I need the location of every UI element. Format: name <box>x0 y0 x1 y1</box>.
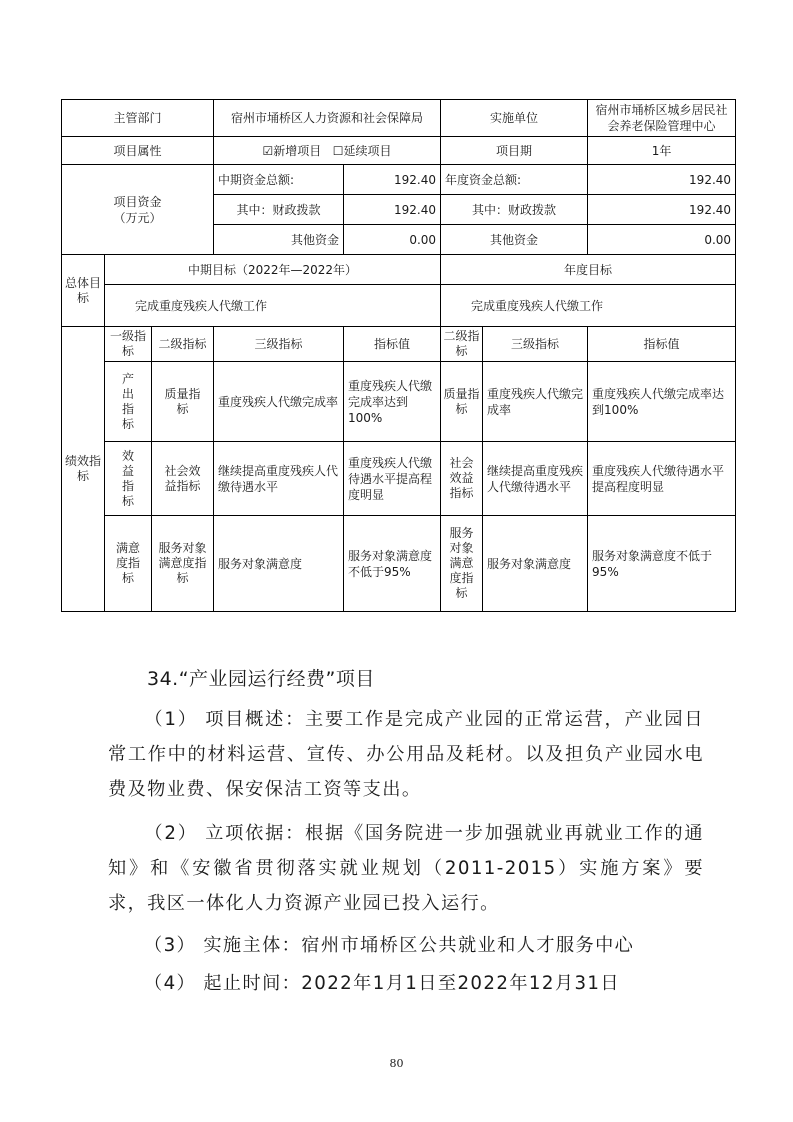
annual-total-label: 年度资金总额: <box>441 165 588 195</box>
impl-label: 实施单位 <box>441 100 588 137</box>
mid-other-label: 其他资金 <box>214 225 344 255</box>
paragraph-implementer-text: （3） 实施主体：宿州市埇桥区公共就业和人才服务中心 <box>144 935 635 956</box>
annual-fiscal-label: 其中：财政拨款 <box>441 195 588 225</box>
row2-annual-level3: 继续提高重度残疾人代缴待遇水平 <box>483 442 588 516</box>
annual-header-value: 指标值 <box>588 327 736 362</box>
row3-annual-value: 服务对象满意度不低于95% <box>588 516 736 612</box>
mid-total-label: 中期资金总额: <box>214 165 344 195</box>
period-value: 1年 <box>588 137 736 165</box>
perf-label: 绩效指标 <box>62 327 105 612</box>
mid-fiscal-label: 其中：财政拨款 <box>214 195 344 225</box>
performance-table <box>61 99 736 612</box>
annual-goal-header: 年度目标 <box>441 255 736 285</box>
row1-annual-level2: 质量指标 <box>441 362 483 442</box>
mid-total-value: 192.40 <box>344 165 441 195</box>
header-value: 指标值 <box>344 327 441 362</box>
row3-value: 服务对象满意度不低于95% <box>344 516 441 612</box>
funds-label: 项目资金（万元） <box>62 165 214 255</box>
mid-fiscal-value: 192.40 <box>344 195 441 225</box>
header-level1: 一级指标 <box>105 327 152 362</box>
row2-annual-value: 重度残疾人代缴待遇水平提高程度明显 <box>588 442 736 516</box>
row3-annual-level2: 服务对象满意度指标 <box>441 516 483 612</box>
dept-label: 主管部门 <box>62 100 214 137</box>
paragraph-overview-text: （1） 项目概述：主要工作是完成产业园的正常运营，产业园日常工作中的材料运营、宣传、办公用品及耗材。以及担负产业园水电费及物业费、保安保洁工资等支出。 <box>108 709 704 800</box>
annual-goal-text: 完成重度残疾人代缴工作 <box>441 285 736 327</box>
annual-total-value: 192.40 <box>588 165 736 195</box>
attr-label: 项目属性 <box>62 137 214 165</box>
row2-annual-level2: 社会效益指标 <box>441 442 483 516</box>
header-level2: 二级指标 <box>152 327 214 362</box>
paragraph-period <box>108 966 704 1001</box>
attr-new-checkbox: ☑新增项目 <box>262 143 322 158</box>
period-label: 项目期 <box>441 137 588 165</box>
impl-value: 宿州市埇桥区城乡居民社会养老保险管理中心 <box>588 100 736 137</box>
paragraph-overview <box>108 702 704 807</box>
row2-value: 重度残疾人代缴待遇水平提高程度明显 <box>344 442 441 516</box>
attr-cont-checkbox: ☐延续项目 <box>332 143 392 158</box>
dept-value: 宿州市埇桥区人力资源和社会保障局 <box>214 100 441 137</box>
annual-header-level3: 三级指标 <box>483 327 588 362</box>
annual-other-label: 其他资金 <box>441 225 588 255</box>
annual-header-level2: 二级指标 <box>441 327 483 362</box>
attr-options <box>214 137 441 165</box>
row3-level1: 满意度指标 <box>105 516 152 612</box>
paragraph-basis-text: （2） 立项依据：根据《国务院进一步加强就业再就业工作的通知》和《安徽省贯彻落实就业规划（2011-2015）实施方案》要求，我区一体化人力资源产业园已投入运行。 <box>108 823 704 914</box>
mid-other-value: 0.00 <box>344 225 441 255</box>
row1-annual-level3: 重度残疾人代缴完成率 <box>483 362 588 442</box>
mid-goal-header: 中期目标（2022年—2022年） <box>105 255 441 285</box>
row1-level1: 产出指标 <box>105 362 152 442</box>
header-level3: 三级指标 <box>214 327 344 362</box>
row2-level3: 继续提高重度残疾人代缴待遇水平 <box>214 442 344 516</box>
annual-fiscal-value: 192.40 <box>588 195 736 225</box>
row2-level1: 效益指标 <box>105 442 152 516</box>
row3-level3: 服务对象满意度 <box>214 516 344 612</box>
paragraph-implementer <box>108 928 704 963</box>
row3-level2: 服务对象满意度指标 <box>152 516 214 612</box>
row1-value: 重度残疾人代缴完成率达到100% <box>344 362 441 442</box>
annual-other-value: 0.00 <box>588 225 736 255</box>
row3-annual-level3: 服务对象满意度 <box>483 516 588 612</box>
goal-label: 总体目标 <box>62 255 105 327</box>
paragraph-period-text: （4） 起止时间：2022年1月1日至2022年12月31日 <box>144 973 620 994</box>
section-title: 34.“产业园运行经费”项目 <box>147 668 375 690</box>
row1-annual-value: 重度残疾人代缴完成率达到100% <box>588 362 736 442</box>
mid-goal-text: 完成重度残疾人代缴工作 <box>105 285 441 327</box>
row1-level3: 重度残疾人代缴完成率 <box>214 362 344 442</box>
row1-level2: 质量指标 <box>152 362 214 442</box>
row2-level2: 社会效益指标 <box>152 442 214 516</box>
paragraph-basis <box>108 816 704 921</box>
page-number: 80 <box>389 1057 404 1070</box>
